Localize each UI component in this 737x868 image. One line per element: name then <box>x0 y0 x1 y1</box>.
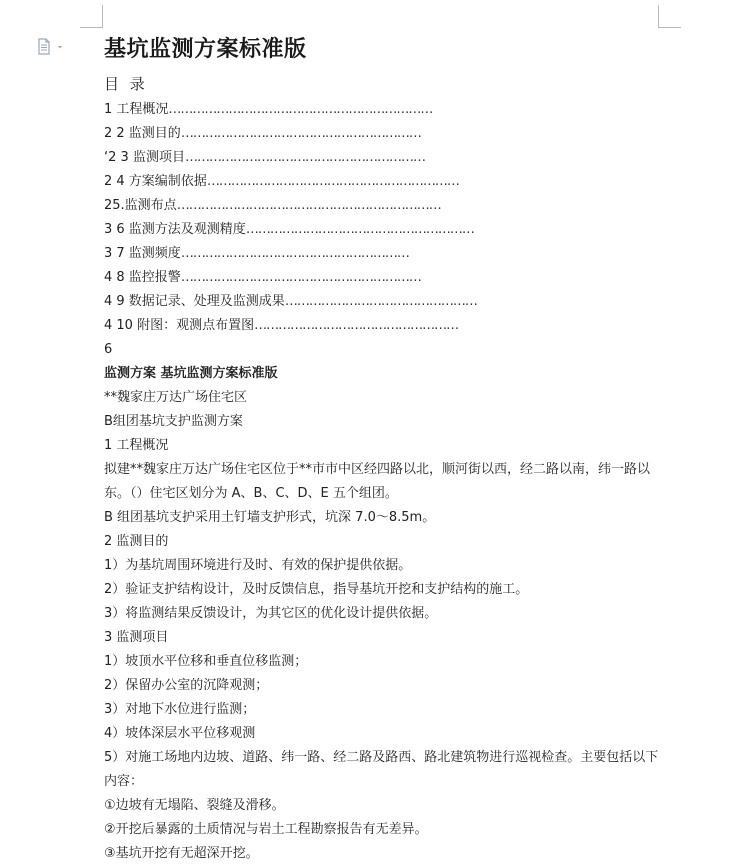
toc-item[interactable] <box>104 242 664 266</box>
list-item: ①边坡有无塌陷、裂缝及滑移。 <box>104 798 285 813</box>
toc-leader: ………………………………………………………… <box>176 198 441 213</box>
toc-leader: ………………………………………………… <box>245 222 474 237</box>
list-item: ③基坑开挖有无超深开挖。 <box>104 846 259 861</box>
section-heading: 2 监测目的 <box>104 534 169 549</box>
list-item: ②开挖后暴露的土质情况与岩土工程勘察报告有无差异。 <box>104 822 428 837</box>
document-body <box>104 32 664 866</box>
plan-name: B组团基坑支护监测方案 <box>104 414 243 429</box>
list-item: 5）对施工场地内边坡、道路、纬一路、经二路及路西、路北建筑物进行巡视检查。主要包括以下内容： <box>104 750 659 789</box>
list-item: 2）保留办公室的沉降观测； <box>104 678 269 693</box>
toc-item[interactable] <box>104 194 664 218</box>
toc-item[interactable] <box>104 218 664 242</box>
document-title: 基坑监测方案标准版 <box>104 36 307 62</box>
page-margin-mark-right <box>658 5 681 28</box>
toc-heading: 目 录 <box>104 75 148 93</box>
page-margin-mark-left <box>80 5 103 28</box>
toc-item[interactable] <box>104 122 664 146</box>
list-item: 3）将监测结果反馈设计，为其它区的优化设计提供依据。 <box>104 606 438 621</box>
toc-item[interactable] <box>104 314 664 338</box>
toc-leader: ………………………………………………………… <box>168 102 433 117</box>
toc-item-label: 4 10 附图：观测点布置图 <box>104 318 255 333</box>
chevron-down-icon <box>58 46 62 49</box>
list-item: 2）验证支护结构设计，及时反馈信息，指导基坑开挖和支护结构的施工。 <box>104 582 529 597</box>
toc-item-label: 2 4 方案编制依据 <box>104 174 207 189</box>
toc-leader: ………………………………………………… <box>180 246 409 261</box>
table-of-contents <box>104 98 664 338</box>
toc-item[interactable] <box>104 290 664 314</box>
section-heading: 3 监测项目 <box>104 630 169 645</box>
toc-item[interactable] <box>104 146 664 170</box>
toc-item[interactable] <box>104 170 664 194</box>
section-heading: 1 工程概况 <box>104 438 169 453</box>
document-icon <box>37 38 67 56</box>
toc-item-label: 4 8 监控报警 <box>104 270 181 285</box>
toc-item[interactable] <box>104 98 664 122</box>
toc-leader: ……………………………………………………… <box>206 174 459 189</box>
toc-leader: …………………………………………… <box>254 318 459 333</box>
list-item: 1）坡顶水平位移和垂直位移监测； <box>104 654 308 669</box>
toc-item-label: ‘2 3 监测项目 <box>104 150 185 165</box>
toc-leader: ………………………………………… <box>284 294 477 309</box>
toc-item[interactable] <box>104 266 664 290</box>
project-name: **魏家庄万达广场住宅区 <box>104 390 248 405</box>
toc-item-label: 4 9 数据记录、处理及监测成果 <box>104 294 285 309</box>
toc-item-label: 1 工程概况 <box>104 102 169 117</box>
toc-item-label: 3 6 监测方法及观测精度 <box>104 222 246 237</box>
section-heading: 监测方案 基坑监测方案标准版 <box>104 366 278 381</box>
toc-leader: …………………………………………………… <box>180 126 421 141</box>
paragraph: B 组团基坑支护采用土钉墙支护形式，坑深 7.0～8.5m。 <box>104 510 436 525</box>
toc-item-label: 2 2 监测目的 <box>104 126 181 141</box>
toc-page-number: 6 <box>104 342 113 357</box>
list-item: 1）为基坑周围环境进行及时、有效的保护提供依据。 <box>104 558 412 573</box>
paragraph: 拟建**魏家庄万达广场住宅区位于**市市中区经四路以北，顺河街以西，经二路以南，纬一路以东。（）住宅区划分为 A、B、C、D、E 五个组团。 <box>104 462 651 501</box>
toc-leader: …………………………………………………… <box>184 150 425 165</box>
document-menu-button[interactable] <box>37 38 67 56</box>
toc-leader: …………………………………………………… <box>180 270 421 285</box>
list-item: 4）坡体深层水平位移观测 <box>104 726 256 741</box>
list-item: 3）对地下水位进行监测； <box>104 702 256 717</box>
toc-item-label: 25.监测布点 <box>104 198 177 213</box>
toc-item-label: 3 7 监测频度 <box>104 246 181 261</box>
